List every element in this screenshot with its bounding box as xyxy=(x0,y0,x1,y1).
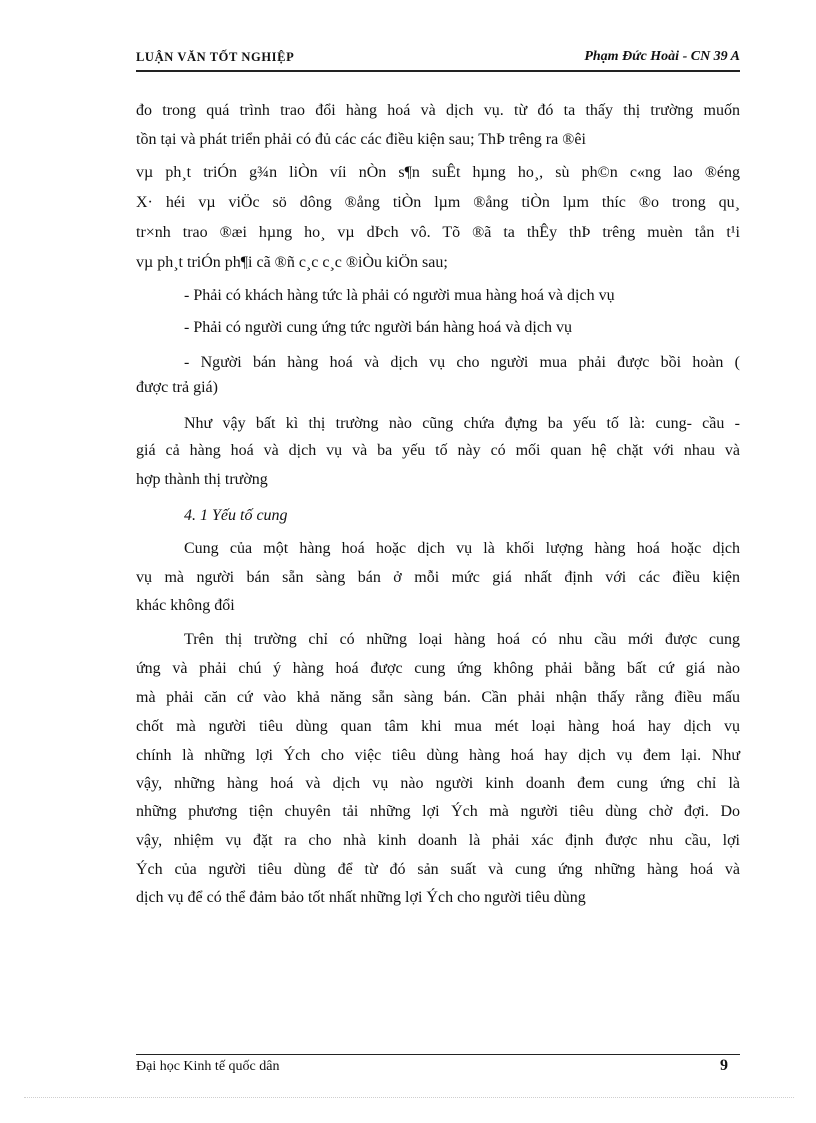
header-title: LUẬN VĂN TỐT NGHIỆP xyxy=(136,50,295,64)
text-line: đo trong quá trình trao đổi hàng hoá và dịch vụ. từ đó ta thấy thị trường muốn xyxy=(136,102,740,119)
list-item: - Phải có người cung ứng tức người bán hàng hoá và dịch vụ xyxy=(184,319,572,336)
list-item: - Người bán hàng hoá và dịch vụ cho người mua phải được bồi hoàn ( xyxy=(184,354,740,371)
text-line: giá cả hàng hoá và dịch vụ và ba yếu tố này có mối quan hệ chặt với nhau và xyxy=(136,442,740,459)
text-line: chính là những lợi Ých cho việc tiêu dùng hàng hoá hay dịch vụ đem lại. Như xyxy=(136,747,740,764)
text-line: vµ ph¸t triÓn g¾n liÒn víi nÒn s¶n suÊt hµng ho¸, sù ph©n c«ng lao ®éng xyxy=(136,164,740,181)
text-line: tr×nh trao ®æi hµng ho¸ vµ dÞch vô. Tõ ®ã ta thÊy thÞ trêng muèn tån t¹i xyxy=(136,224,740,241)
text-line: vµ ph¸t triÓn ph¶i cã ®ñ c¸c c¸c ®iÒu kiÖn sau; xyxy=(136,254,448,271)
list-item: - Phải có khách hàng tức là phải có người mua hàng hoá và dịch vụ xyxy=(184,287,615,304)
header-rule xyxy=(136,70,740,72)
footer-institution: Đại học Kinh tế quốc dân xyxy=(136,1059,280,1074)
text-line: hợp thành thị trường xyxy=(136,471,268,488)
page-number: 9 xyxy=(720,1057,728,1074)
page-header xyxy=(136,50,740,70)
text-line: tồn tại và phát triển phải có đủ các các điều kiện sau; ThÞ trêng ra ®êi xyxy=(136,131,586,148)
text-line: X· héi vµ viÖc sö dông ®ång tiÒn lµm ®ång tiÒn lµm thíc ®o trong qu¸ xyxy=(136,194,740,211)
text-line: khác không đổi xyxy=(136,597,235,614)
footer-rule xyxy=(136,1054,740,1055)
text-line: vậy, những hàng hoá và dịch vụ nào người kinh doanh đem cung ứng chỉ là xyxy=(136,775,740,792)
section-heading: 4. 1 Yếu tố cung xyxy=(184,507,288,524)
paragraph-first-line: Như vậy bất kì thị trường nào cũng chứa đựng ba yếu tố là: cung- cầu - xyxy=(184,415,740,432)
paragraph-first-line: Cung của một hàng hoá hoặc dịch vụ là khối lượng hàng hoá hoặc dịch xyxy=(184,540,740,557)
text-line: vậy, nhiệm vụ đặt ra cho nhà kinh doanh là phải xác định được nhu cầu, lợi xyxy=(136,832,740,849)
text-line: được trả giá) xyxy=(136,379,218,396)
text-line: mà phải căn cứ vào khả năng sẵn sàng bán. Cần phải nhận thấy rằng điều mấu xyxy=(136,689,740,706)
text-line: ứng và phải chú ý hàng hoá được cung ứng không phải bằng bất cứ giá nào xyxy=(136,660,740,677)
header-author: Phạm Đức Hoài - CN 39 A xyxy=(584,49,740,64)
text-line: vụ mà người bán sẵn sàng bán ở mỗi mức giá nhất định với các điều kiện xyxy=(136,569,740,586)
text-line: chốt mà người tiêu dùng quan tâm khi mua mét loại hàng hoá hay dịch vụ xyxy=(136,718,740,735)
text-line: những phương tiện chuyên tải những lợi Ých mà người tiêu dùng chờ đợi. Do xyxy=(136,803,740,820)
paragraph-first-line: Trên thị trường chỉ có những loại hàng hoá có nhu cầu mới được cung xyxy=(184,631,740,648)
text-line: dịch vụ để có thể đảm bảo tốt nhất những lợi Ých cho người tiêu dùng xyxy=(136,889,586,906)
text-line: Ých của người tiêu dùng để từ đó sản suất và cung ứng những hàng hoá và xyxy=(136,861,740,878)
page-edge xyxy=(24,1097,794,1098)
